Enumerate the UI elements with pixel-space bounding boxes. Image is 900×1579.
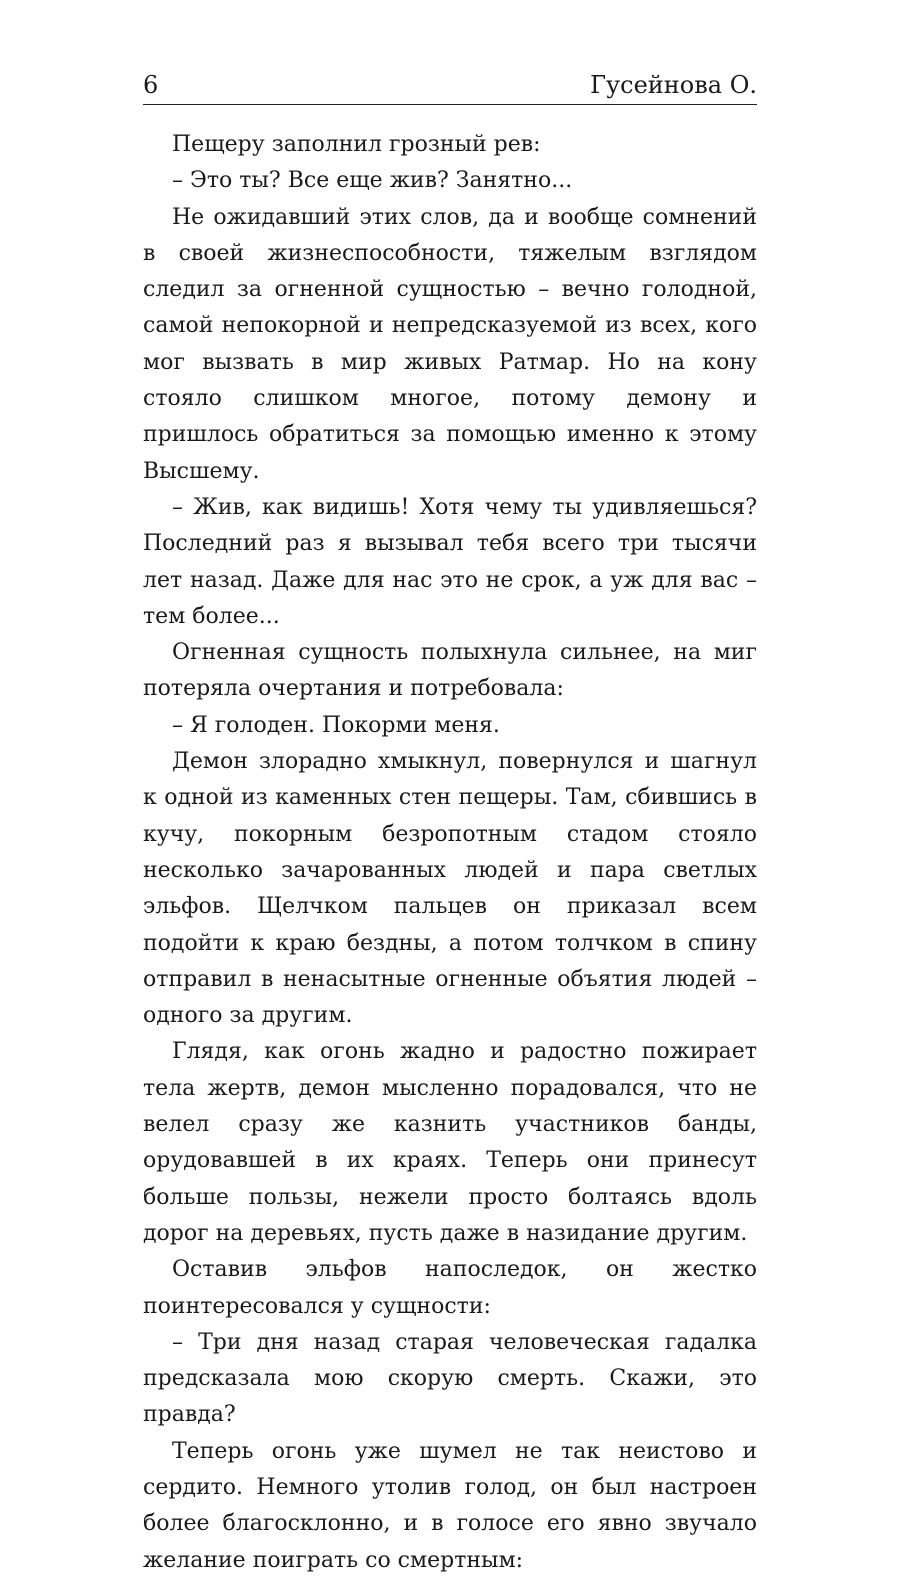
paragraph: Пещеру заполнил грозный рев: xyxy=(172,132,541,157)
body-text xyxy=(143,127,757,1579)
paragraph: Демон злорадно хмыкнул, повернулся и шагнул к одной из каменных стен пещеры. Там, сбившись в кучу, покорным безропотным стадом стояло несколько зачарованных людей и пара светлых эльфов. Щелчком пальцев он приказал всем подойти к краю бездны, а потом толчком в спину отправил в ненасытные огненные объятия людей – одного за другим. xyxy=(143,749,757,1029)
paragraph: – Я голоден. Покорми меня. xyxy=(172,712,500,738)
paragraph: Не ожидавший этих слов, да и вообще сомнений в своей жизнеспособности, тяжелым взглядом следил за огненной сущностью – вечно голодной, самой непокорной и непредсказуемой из всех, кого мог вызвать в мир живых Ратмар. Но на кону стояло слишком многое, потому демону и пришлось обратиться за помощью именно к этому Высшему. xyxy=(143,204,757,484)
paragraph: – Жив, как видишь! Хотя чему ты удивляешься? Последний раз я вызывал тебя всего три тысячи лет назад. Даже для нас это не срок, а уж для вас – тем более... xyxy=(143,494,757,629)
paragraph: Глядя, как огонь жадно и радостно пожирает тела жертв, демон мысленно порадовался, что не велел сразу же казнить участников банды, орудовавшей в их краях. Теперь они принесут больше пользы, нежели просто болтаясь вдоль дорог на деревьях, пусть даже в назидание другим. xyxy=(143,1039,757,1246)
paragraph: Оставив эльфов напоследок, он жестко поинтересовался у сущности: xyxy=(143,1257,757,1319)
paragraph: Огненная сущность полыхнула сильнее, на миг потеряла очертания и потребовала: xyxy=(143,640,757,702)
running-head xyxy=(143,68,757,102)
paragraph: – Три дня назад старая человеческая гадалка предсказала мою скорую смерть. Скажи, это правда? xyxy=(143,1329,757,1428)
author-name: Гусейнова О. xyxy=(590,71,757,99)
header-rule xyxy=(143,104,757,105)
paragraph: – Это ты? Все еще жив? Занятно... xyxy=(172,168,573,194)
paragraph: Теперь огонь уже шумел не так неистово и сердито. Немного утолив голод, он был настроен более благосклонно, и в голосе его явно звучало желание поиграть со смертным: xyxy=(143,1438,757,1573)
page-number: 6 xyxy=(143,71,159,99)
